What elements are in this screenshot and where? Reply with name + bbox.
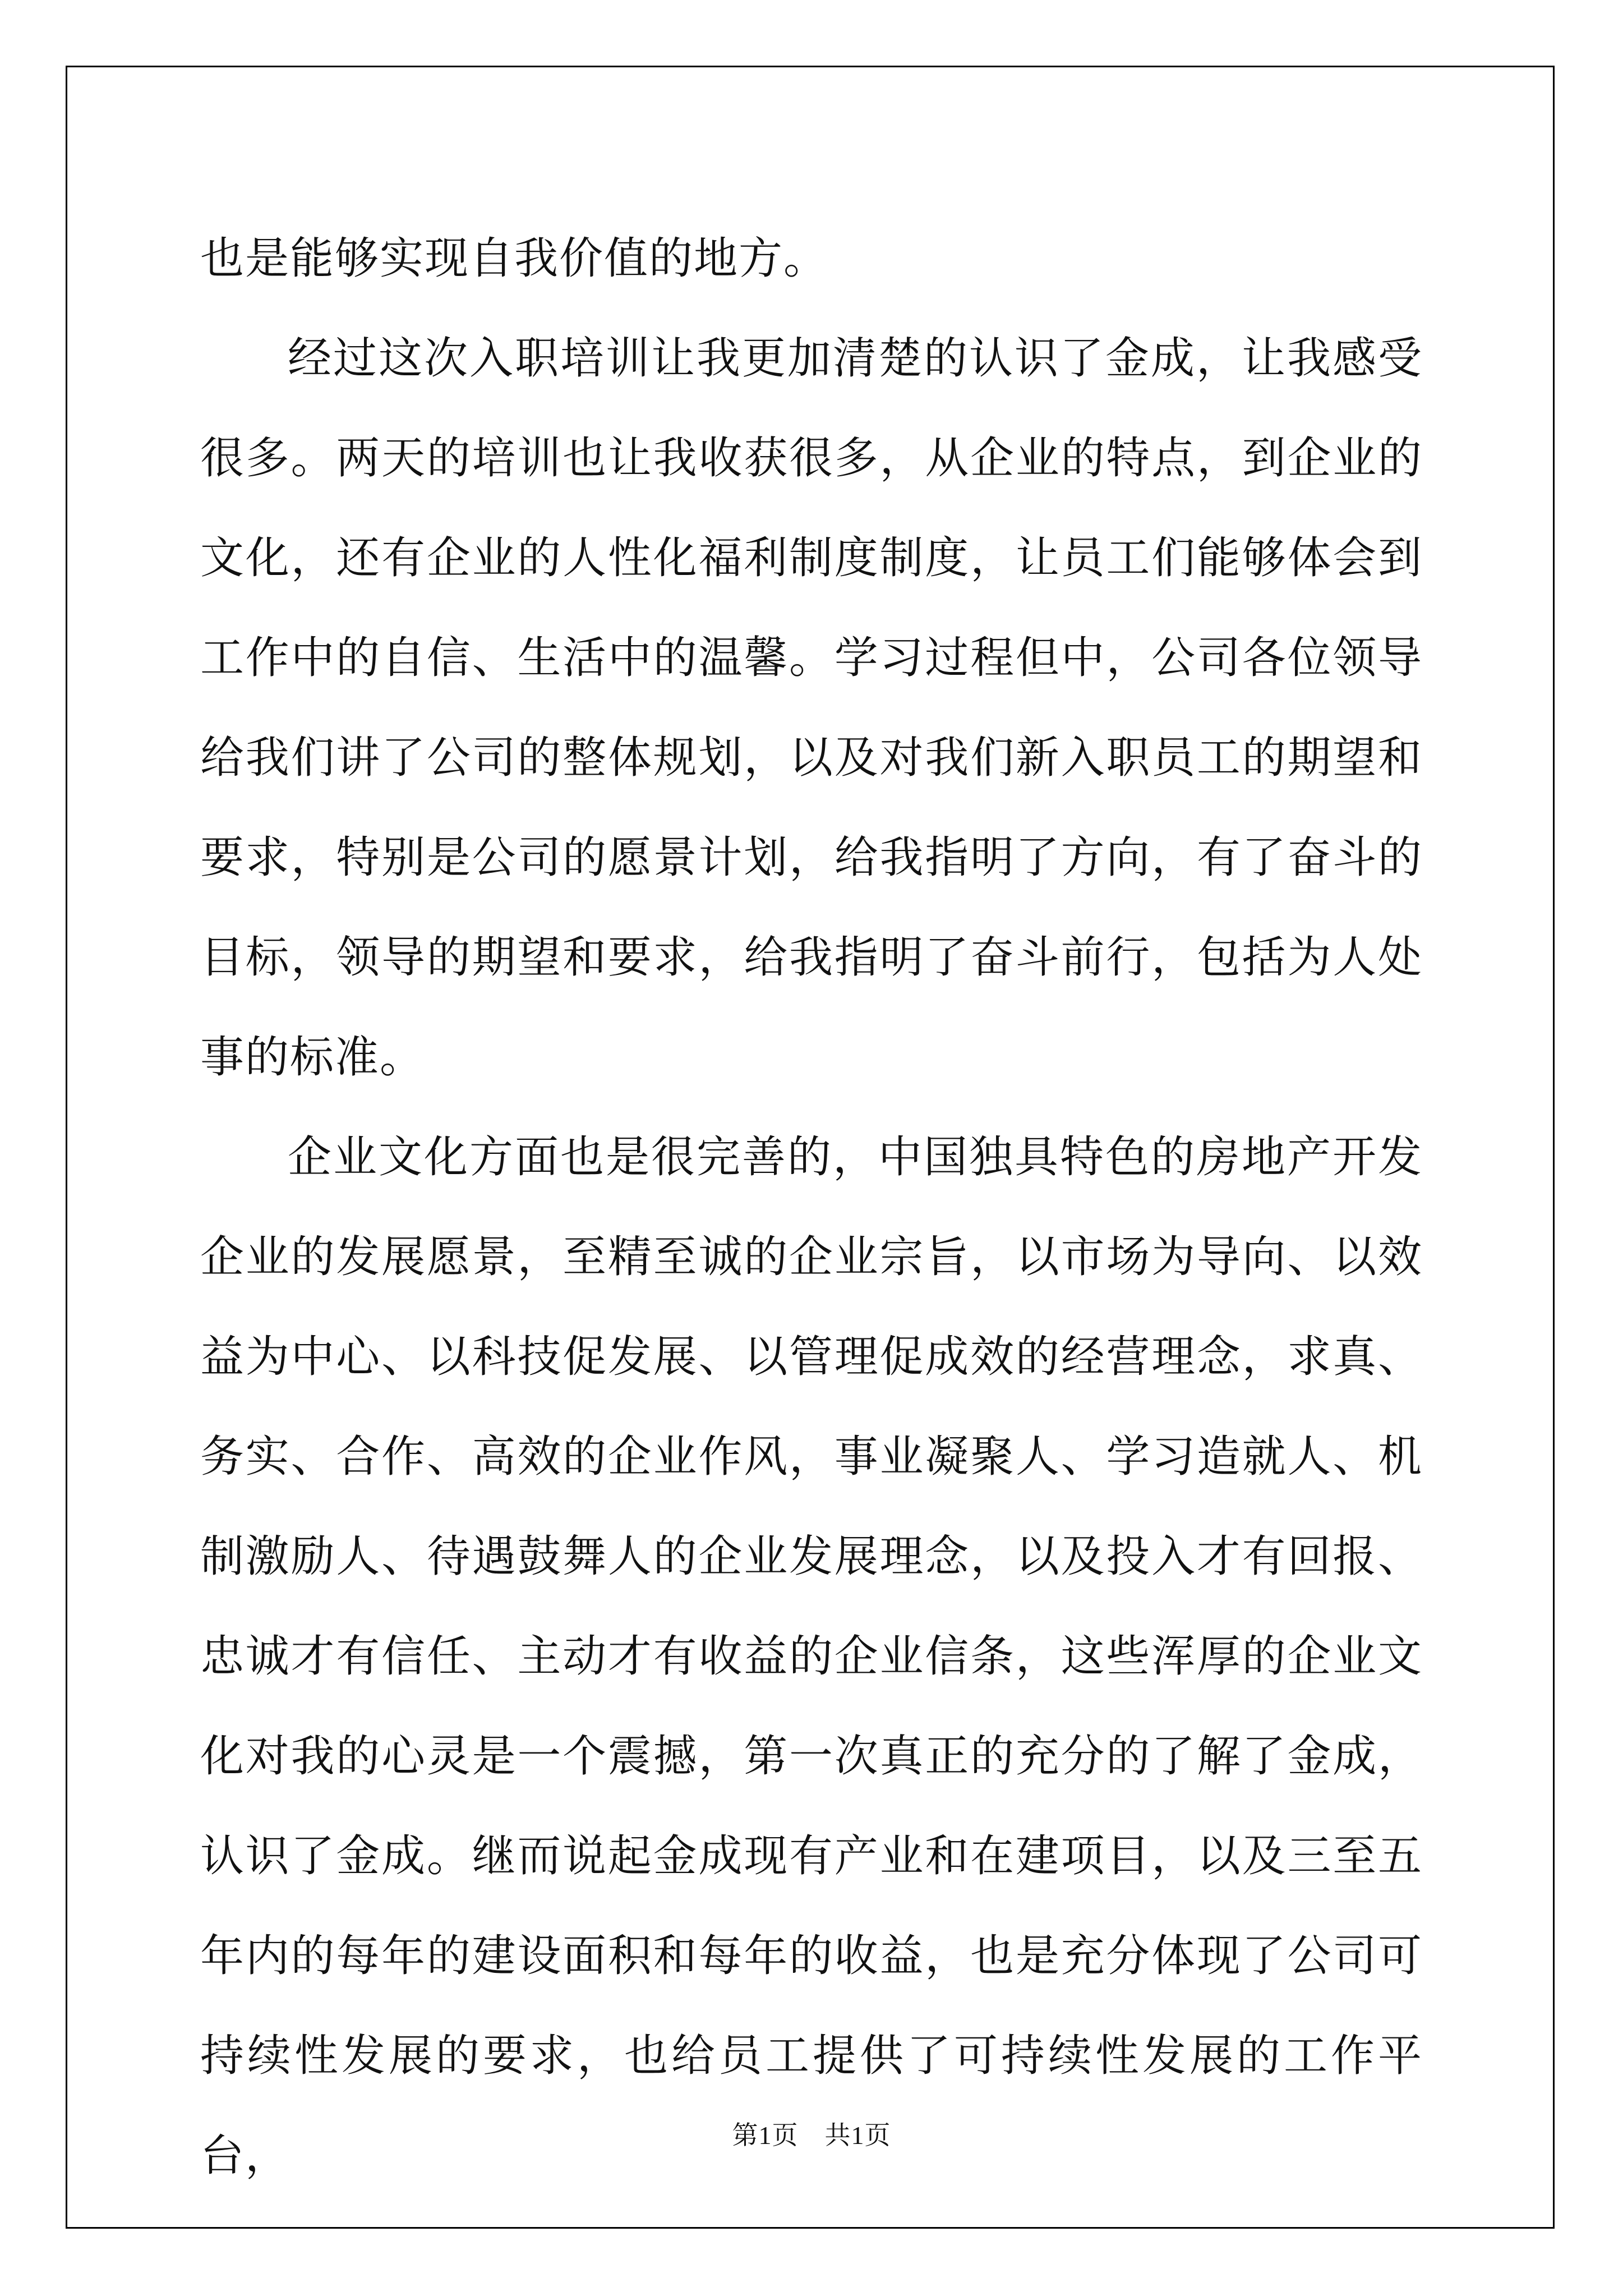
document-body	[200, 209, 1423, 2206]
page-number-footer: 第1页 共1页	[732, 2121, 891, 2150]
paragraph-3: 企业文化方面也是很完善的，中国独具特色的房地产开发企业的发展愿景，至精至诚的企业宗旨，以市场为导向、以效益为中心、以科技促发展、以管理促成效的经营理念，求真、务实、合作、高效的企业作风，事业凝聚人、学习造就人、机制激励人、待遇鼓舞人的企业发展理念，以及投入才有回报、忠诚才有信任、主动才有收益的企业信条，这些浑厚的企业文化对我的心灵是一个震撼，第一次真正的充分的了解了金成，认识了金成。继而说起金成现有产业和在建项目，以及三至五年内的每年的建设面积和每年的收益，也是充分体现了公司可持续性发展的要求，也给员工提供了可持续性发展的工作平台，	[200, 1132, 1423, 2181]
paragraph-2: 经过这次入职培训让我更加清楚的认识了金成，让我感受很多。两天的培训也让我收获很多，从企业的特点，到企业的文化，还有企业的人性化福利制度制度，让员工们能够体会到工作中的自信、生活中的温馨。学习过程但中，公司各位领导给我们讲了公司的整体规划，以及对我们新入职员工的期望和要求，特别是公司的愿景计划，给我指明了方向，有了奋斗的目标，领导的期望和要求，给我指明了奋斗前行，包括为人处事的标准。	[200, 333, 1423, 1083]
paragraph-1: 也是能够实现自我价值的地方。	[200, 233, 829, 284]
